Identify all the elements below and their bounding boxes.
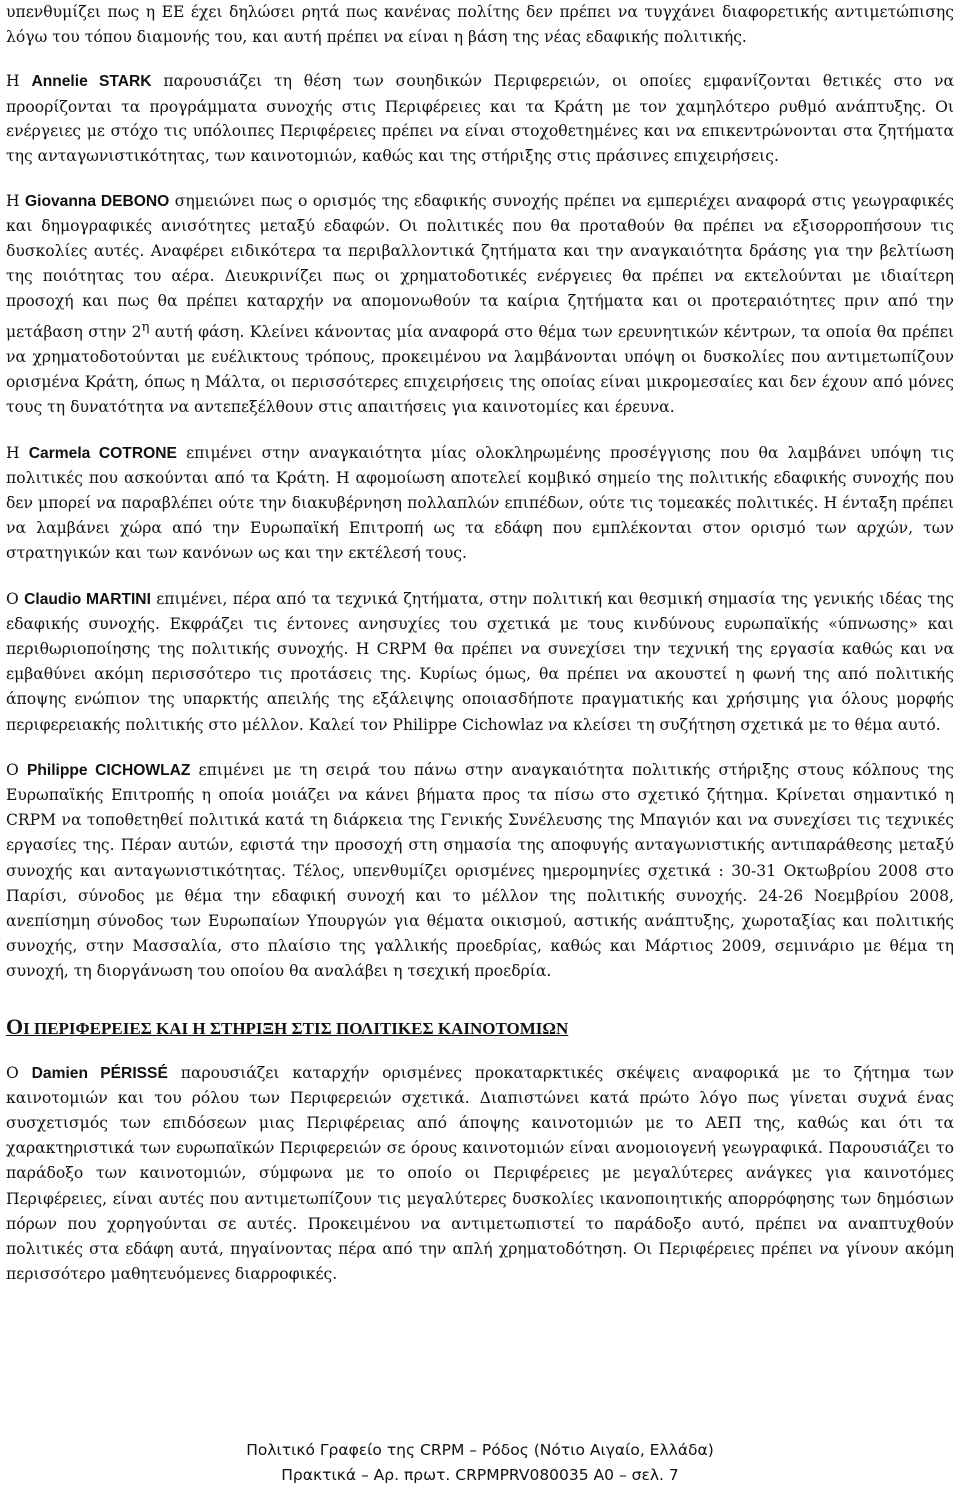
paragraph-text: σημειώνει πως ο ορισμός της εδαφικής συνοχής πρέπει να εμπεριέχει αναφορά στις γεωγραφικές και δημογραφικές ανισότητες μεταξύ εδαφών. Οι πολιτικές που θα προταθούν θα πρέπει να εξισορροπήσουν τις δυσκολίες αυτές. Αναφέρει ειδικότερα τα περιβαλλοντικά ζητήματα και την αναγκαιότητα δράσης για την βελτίωση της ποιότητας του αέρα. Διευκρινίζει πως οι χρηματοδοτικές ενέργειες θα πρέπει να εκτελούνται με ιδιαίτερη προσοχή και πως θα πρέπει καταρχήν να απομονωθούν τα καίρια ζητήματα και οι προτεραιότητες πριν από την μετάβαση στην 2 [6, 191, 954, 341]
paragraph-perisse [6, 1061, 954, 1288]
speaker-name-cichowlaz: Philippe CICHOWLAZ [26, 761, 191, 779]
paragraph-cotrone [6, 441, 954, 567]
speaker-name-martini: Claudio MARTINI [24, 590, 151, 608]
intro-paragraph [6, 0, 954, 49]
document-page [6, 0, 954, 1287]
paragraph-cichowlaz [6, 758, 954, 985]
paragraph-text: επιμένει, πέρα από τα τεχνικά ζητήματα, στην πολιτική και θεσμική σημασία της γενικής ιδέας της εδαφικής συνοχής. Εκφράζει τις έντονες ανησυχίες του σχετικά με τους κινδύνους ευρωπαϊκής «ύπνωσης» και περιθωριοποίησης της πολιτικής συνοχής. Η CRPM θα πρέπει να συνεχίσει την τεχνική της εργασία καθώς και να εμβαθύνει ακόμη περισσότερο τις προτάσεις της. Κυρίως όμως, θα πρέπει να ακουστεί η φωνή της από πολιτικής άποψης ενώπιον της υπαρκτής απειλής της εξάλειψης οποιασδήποτε πραγματικής και χρήσιμης για όλους μορφής περιφερειακής πολιτικής στο μέλλον. Καλεί τον Philippe Cichowlaz να κλείσει τη συζήτηση σχετικά με το θέμα αυτό. [6, 589, 954, 734]
speaker-name-stark: Annelie STARK [31, 73, 152, 91]
paragraph-text: επιμένει στην αναγκαιότητα μίας ολοκληρωμένης προσέγγισης που θα λαμβάνει υπόψη τις πολιτικές που ασκούνται από τα Κράτη. Η αφομοίωση αποτελεί κομβικό σημείο της πολιτικής εδαφικής συνοχής που δεν μπορεί να παραβλέπει ούτε την διακυβέρνηση πολλαπλών επιπέδων, ούτε τις τομεακές πολιτικές. Η ένταξη πρέπει να λαμβάνει χώρα από την Ευρωπαϊκή Επιτροπή ως τα εδάφη που εμπλέκονται στον ορισμό των αρχών, των στρατηγικών και των κανόνων ως και την εκτέλεσή τους. [6, 443, 954, 563]
speaker-name-cotrone: Carmela COTRONE [28, 444, 177, 462]
footer-office-line: Πολιτικό Γραφείο της CRPM – Ρόδος (Νότιο Αιγαίο, Ελλάδα) [246, 1441, 714, 1459]
speaker-article: Η [6, 443, 29, 462]
speaker-article: Η [6, 72, 32, 91]
speaker-name-perisse: Damien PÉRISSÉ [31, 1064, 168, 1082]
paragraph-martini [6, 587, 954, 738]
section-heading-initial: Ο [6, 1013, 24, 1039]
speaker-article: Η [6, 191, 26, 210]
paragraph-text: παρουσιάζει καταρχήν ορισμένες προκαταρκτικές σκέψεις αναφορικά με το ζήτημα των καινοτομιών και του ρόλου των Περιφερειών σχετικά. Διαπιστώνει κατά πρώτο λόγο πως γίνεται συχνά ένας συσχετισμός των επιδόσεων μιας Περιφέρειας από άποψης καινοτομιών με το ΑΕΠ της, καθώς και ότι τα χαρακτηριστικά των ευρωπαϊκών Περιφερειών σε όρους καινοτομιών είναι ανομοιογενή γεωγραφικά. Παρουσιάζει το παράδοξο των καινοτομιών, σύμφωνα με το οποίο οι Περιφέρειες με μεγαλύτερες ανάγκες για καινοτόμες Περιφέρειες, είναι αυτές που αντιμετωπίζουν τις μεγαλύτερες δυσκολίες ικανοποιητικής απορρόφησης των δημόσιων πόρων που χορηγούνται σε αυτές. Προκειμένου να αντιμετωπιστεί το παράδοξο αυτό, πρέπει να αναπτυχθούν πολιτικές στα εδάφη αυτά, πηγαίνοντας πέρα από την απλή χρηματοδότηση. Οι Περιφέρειες πρέπει να γίνουν ακόμη περισσότερο μαθητευόμενες διαρροφικές. [6, 1063, 955, 1284]
paragraph-text: επιμένει με τη σειρά του πάνω στην αναγκαιότητα πολιτικής στήριξης στους κόλπους της Ευρωπαϊκής Επιτροπής η οποία μοιάζει να κάνει βήματα προς τα πίσω στο σχετικό ζήτημα. Κρίνεται σημαντικό η CRPM να τοποθετηθεί πολιτικά κατά τη διάρκεια της Γενικής Συνέλευσης της Μπαγιόν και να συνεχίσει τις τεχνικές εργασίες της. Πέραν αυτών, εφιστά την προσοχή στη σημασία της αποφυγής ανταγωνιστικής αντιπαράθεσης μεταξύ συνοχής και ανταγωνιστικότητας. Τέλος, υπενθυμίζει ορισμένες ημερομηνίες σχετικά : 30-31 Οκτωβρίου 2008 στο Παρίσι, σύνοδος με θέμα την εδαφική συνοχή και το μέλλον της πολιτικής συνοχής. 24-26 Νοεμβρίου 2008, ανεπίσημη σύνοδος των Ευρωπαίων Υπουργών για θέματα οικισμού, αστικής ανάπτυξης, χωροταξίας και πολιτικής συνοχής, στην Μασσαλία, στο πλαίσιο της γαλλικής προεδρίας, καθώς και Μάρτιος 2009, σεμινάριο με θέμα τη συνοχή, τη διοργάνωση του οποίου θα αναλάβει η τσεχική προεδρία. [6, 760, 954, 981]
paragraph-text: παρουσιάζει τη θέση των σουηδικών Περιφερειών, οι οποίες εμφανίζονται θετικές στο να προορίζονται τα προγράμματα συνοχής στις Περιφέρειες και τα Κράτη με τον χαμηλότερο ρυθμό ανάπτυξης. Οι ενέργειες με στόχο τις υπόλοιπες Περιφέρειες πρέπει να είναι στοχοθετημένες και να επικεντρώνονται στα ζητήματα της ανταγωνιστικότητας, των καινοτομιών, καθώς και της στήριξης στις πράσινες επιχειρήσεις. [6, 72, 954, 165]
paragraph-stark [6, 69, 954, 168]
intro-text: υπενθυμίζει πως η ΕΕ έχει δηλώσει ρητά πως κανένας πολίτης δεν πρέπει να τυγχάνει διαφορετικής αντιμετώπισης λόγω του τόπου διαμονής του, και αυτή πρέπει να είναι η βάση της νέας εδαφικής πολιτικής. [6, 3, 954, 46]
ordinal-superscript: η [141, 319, 150, 335]
speaker-article: Ο [6, 1063, 32, 1082]
paragraph-text: αυτή φάση. Κλείνει κάνοντας μία αναφορά στο θέμα των ερευνητικών κέντρων, τα οποία θα πρέπει να χρηματοδοτούνται με ευέλικτους τρόπους, προκειμένου να λαμβάνονται υπόψη οι δυσκολίες που αντιμετωπίζουν ορισμένα Κράτη, όπως η Μάλτα, οι περισσότερες επιχειρήσεις της οποίας είναι μικρομεσαίες και δεν έχουν από μόνες τους τη δυνατότητα να αντεπεξέλθουν στις απαιτήσεις για καινοτομίες και έρευνα. [6, 322, 954, 417]
speaker-article: Ο [6, 760, 27, 779]
speaker-article: Ο [6, 589, 25, 608]
speaker-name-debono: Giovanna DEBONO [25, 192, 170, 210]
footer-reference-line: Πρακτικά – Αρ. πρωτ. CRPMPRV080035 A0 – σελ. 7 [281, 1466, 679, 1484]
section-heading [6, 1015, 954, 1041]
paragraph-debono [6, 189, 954, 421]
section-heading-text: Ι ΠΕΡΙΦΕΡΕΙΕΣ ΚΑΙ Η ΣΤΗΡΙΞΗ ΣΤΙΣ ΠΟΛΙΤΙΚΕΣ ΚΑΙΝΟΤΟΜΙΩΝ [23, 1018, 569, 1038]
